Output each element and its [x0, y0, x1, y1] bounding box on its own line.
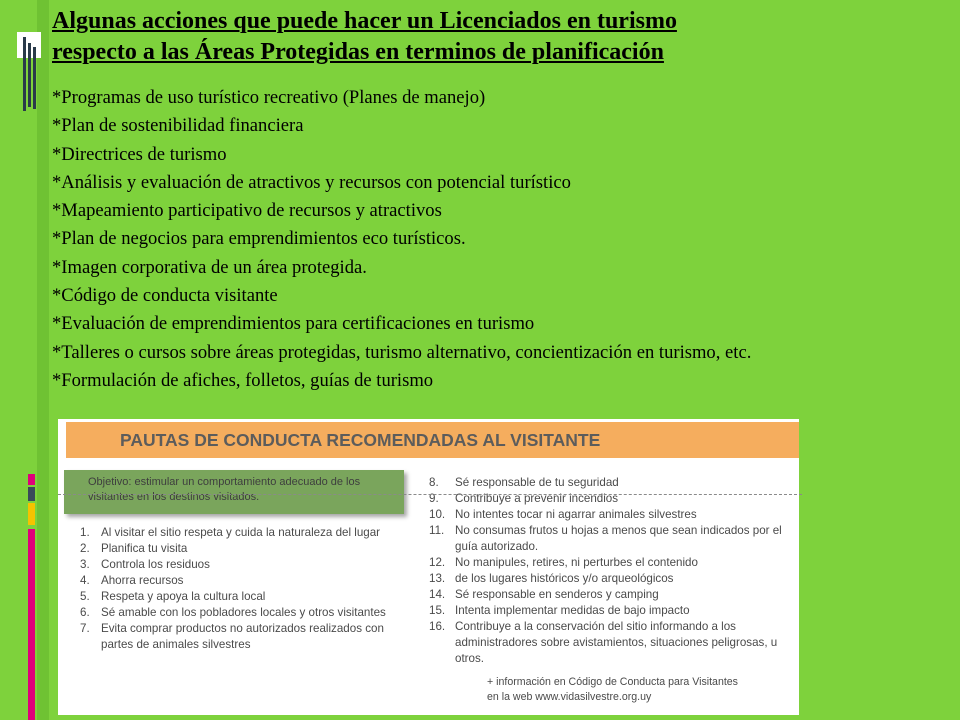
rule-item: [80, 573, 401, 589]
title-line-1: Algunas acciones que puede hacer un Licenciados en turismo: [52, 8, 677, 34]
rule-number: 16.: [429, 620, 446, 633]
rule-item: [429, 555, 785, 571]
rule-number: 9.: [429, 492, 439, 505]
rule-number: 10.: [429, 508, 446, 521]
panel-title: PAUTAS DE CONDUCTA RECOMENDADAS AL VISITANTE: [120, 430, 601, 450]
action-item: *Evaluación de emprendimientos para certificaciones en turismo: [52, 313, 535, 335]
title-line-2: respecto a las Áreas Protegidas en terminos de planificación: [52, 39, 664, 65]
rule-text: No intentes tocar ni agarrar animales silvestres: [455, 508, 697, 521]
action-item: *Plan de sostenibilidad financiera: [52, 115, 304, 137]
objective-box: [64, 470, 404, 514]
rule-text: de los lugares históricos y/o arqueológicos: [455, 572, 674, 585]
deco-bar-gray: [28, 487, 35, 501]
more-info-line-2: en la web www.vidasilvestre.org.uy: [487, 691, 652, 703]
action-item: *Formulación de afiches, folletos, guías de turismo: [52, 369, 434, 391]
page-title: [52, 6, 912, 68]
rule-item: [80, 589, 401, 605]
rule-text: Sé amable con los pobladores locales y otros visitantes: [101, 606, 386, 619]
rule-number: 14.: [429, 588, 446, 601]
rule-item: [80, 621, 401, 653]
rule-text: Evita comprar productos no autorizados realizados con partes de animales silvestres: [101, 622, 384, 651]
rule-text: Respeta y apoya la cultura local: [101, 590, 266, 603]
rule-number: 6.: [80, 606, 90, 619]
rule-number: 3.: [80, 558, 90, 571]
more-info-line-1: + información en Código de Conducta para Visitantes: [487, 676, 738, 688]
action-item: *Programas de uso turístico recreativo (Planes de manejo): [52, 87, 486, 108]
deco-bar-yellow: [28, 503, 35, 525]
rule-item: [429, 571, 785, 587]
rule-number: 5.: [80, 590, 90, 603]
rule-item: [80, 557, 401, 573]
rule-item: [429, 587, 785, 603]
deco-bar-magenta: [28, 474, 35, 485]
rule-item: [429, 475, 785, 491]
rule-text: Ahorra recursos: [101, 574, 184, 587]
action-item: *Plan de negocios para emprendimientos eco turísticos.: [52, 228, 466, 250]
left-stripe: [37, 0, 49, 720]
objective-text: Objetivo: estimular un comportamiento adecuado de los visitantes en los destinos visitados.: [88, 476, 361, 503]
action-item: *Talleres o cursos sobre áreas protegidas, turismo alternativo, concientización en turismo, etc.: [52, 341, 752, 363]
rule-text: Contribuye a la conservación del sitio informando a los administradores sobre avistamientos, situaciones peligrosas, u otros.: [455, 620, 778, 665]
deco-bar-pink: [28, 529, 35, 720]
rule-number: 13.: [429, 572, 446, 585]
rule-item: [80, 605, 401, 621]
rule-number: 4.: [80, 574, 90, 587]
rule-number: 15.: [429, 604, 446, 617]
hatch-icon: [23, 37, 38, 111]
panel-header: [66, 422, 799, 458]
rule-item: [80, 525, 401, 541]
rules-list-right: [429, 475, 785, 667]
rule-text: Intenta implementar medidas de bajo impacto: [455, 604, 690, 617]
rule-text: Planifica tu visita: [101, 542, 188, 555]
action-item: *Código de conducta visitante: [52, 285, 278, 307]
rule-text: Controla los residuos: [101, 558, 210, 571]
rule-text: No manipules, retires, ni perturbes el contenido: [455, 556, 698, 569]
action-item: *Mapeamiento participativo de recursos y atractivos: [52, 200, 442, 222]
rule-text: Sé responsable en senderos y camping: [455, 588, 659, 601]
action-item: *Imagen corporativa de un área protegida.: [52, 256, 367, 278]
dashed-divider: [58, 494, 802, 495]
rule-number: 12.: [429, 556, 446, 569]
rule-text: Al visitar el sitio respeta y cuida la naturaleza del lugar: [101, 526, 381, 539]
rule-number: 8.: [429, 476, 439, 489]
rule-item: [429, 603, 785, 619]
rule-text: No consumas frutos u hojas a menos que sean indicados por el guía autorizado.: [455, 524, 782, 553]
rule-number: 2.: [80, 542, 90, 555]
rule-number: 1.: [80, 526, 90, 539]
rule-item: [429, 619, 785, 667]
rule-item: [429, 523, 785, 555]
rule-item: [80, 541, 401, 557]
action-item: *Análisis y evaluación de atractivos y recursos con potencial turístico: [52, 171, 571, 193]
conduct-guidelines-panel: [58, 419, 799, 715]
rule-text: Sé responsable de tu seguridad: [455, 476, 619, 489]
action-item: *Directrices de turismo: [52, 143, 227, 165]
actions-list: [52, 84, 958, 395]
rule-number: 11.: [429, 524, 445, 537]
rule-number: 7.: [80, 622, 90, 635]
rule-text: Contribuye a prevenir incendios: [455, 492, 619, 505]
rule-item: [429, 507, 785, 523]
rules-list-left: [80, 525, 401, 653]
more-info-note: [487, 675, 787, 705]
